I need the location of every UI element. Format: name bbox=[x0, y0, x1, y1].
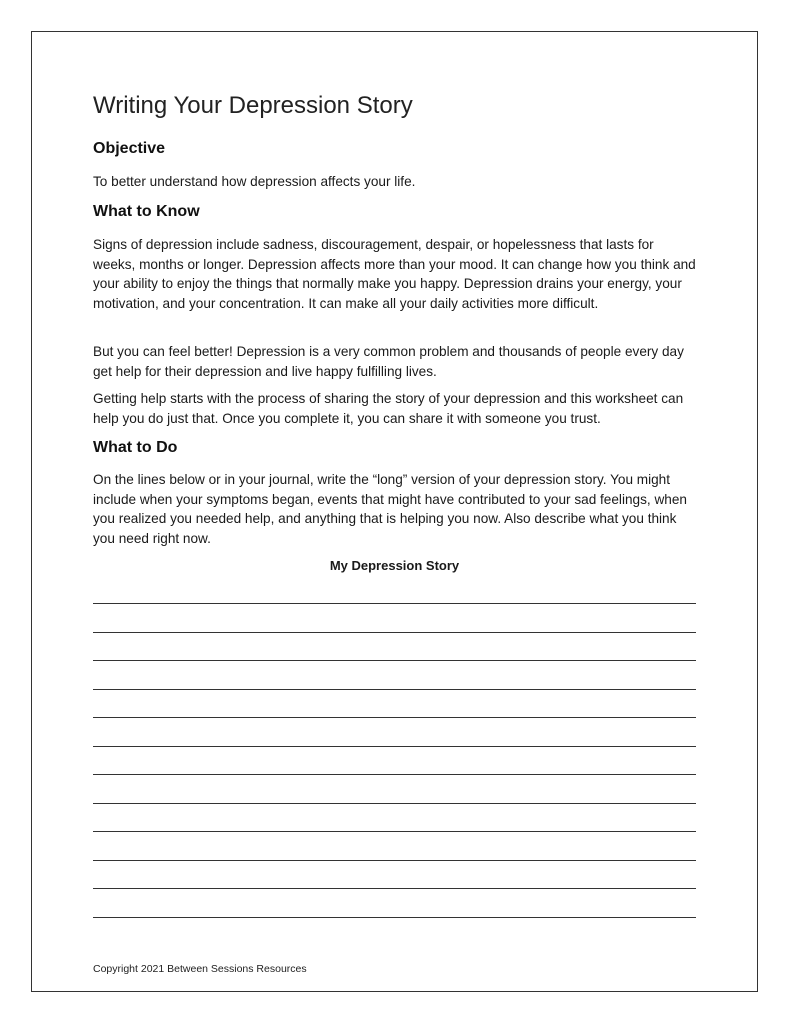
writing-line[interactable] bbox=[93, 717, 696, 718]
writing-line[interactable] bbox=[93, 603, 696, 604]
what-to-do-heading: What to Do bbox=[93, 439, 178, 456]
writing-line[interactable] bbox=[93, 746, 696, 747]
writing-line[interactable] bbox=[93, 888, 696, 889]
objective-heading: Objective bbox=[93, 140, 166, 157]
what-to-know-paragraph-2: But you can feel better! Depression is a very common problem and thousands of people every day get help for their depression and live happy fulfilling lives. bbox=[93, 344, 684, 379]
what-to-know-paragraph-1: Signs of depression include sadness, discouragement, despair, or hopelessness that lasts for weeks, months or longer. Depression affects more than your mood. It can change how you think and your ability to enjoy the things that normally make you happy. Depression drains your energy, your motivation, and your concentration. It can make all your daily activities more difficult. bbox=[93, 237, 696, 311]
document-title: Writing Your Depression Story bbox=[93, 92, 413, 119]
writing-line[interactable] bbox=[93, 831, 696, 832]
writing-line[interactable] bbox=[93, 689, 696, 690]
what-to-know-paragraph-3: Getting help starts with the process of sharing the story of your depression and this worksheet can help you do just that. Once you complete it, you can share it with someone you trust. bbox=[93, 391, 684, 426]
writing-line[interactable] bbox=[93, 774, 696, 775]
what-to-know-heading: What to Know bbox=[93, 203, 200, 220]
writing-line[interactable] bbox=[93, 803, 696, 804]
what-to-do-paragraph: On the lines below or in your journal, write the “long” version of your depression story. You might include when your symptoms began, events that might have contributed to your sad feelings, when you realized you needed help, and anything that is helping you now. Also describe what you think you need right now. bbox=[93, 472, 687, 546]
writing-line[interactable] bbox=[93, 660, 696, 661]
objective-text: To better understand how depression affects your life. bbox=[93, 174, 416, 189]
writing-line[interactable] bbox=[93, 860, 696, 861]
writing-line[interactable] bbox=[93, 632, 696, 633]
writing-line[interactable] bbox=[93, 917, 696, 918]
copyright-footer: Copyright 2021 Between Sessions Resources bbox=[93, 963, 307, 975]
story-label: My Depression Story bbox=[329, 558, 460, 573]
